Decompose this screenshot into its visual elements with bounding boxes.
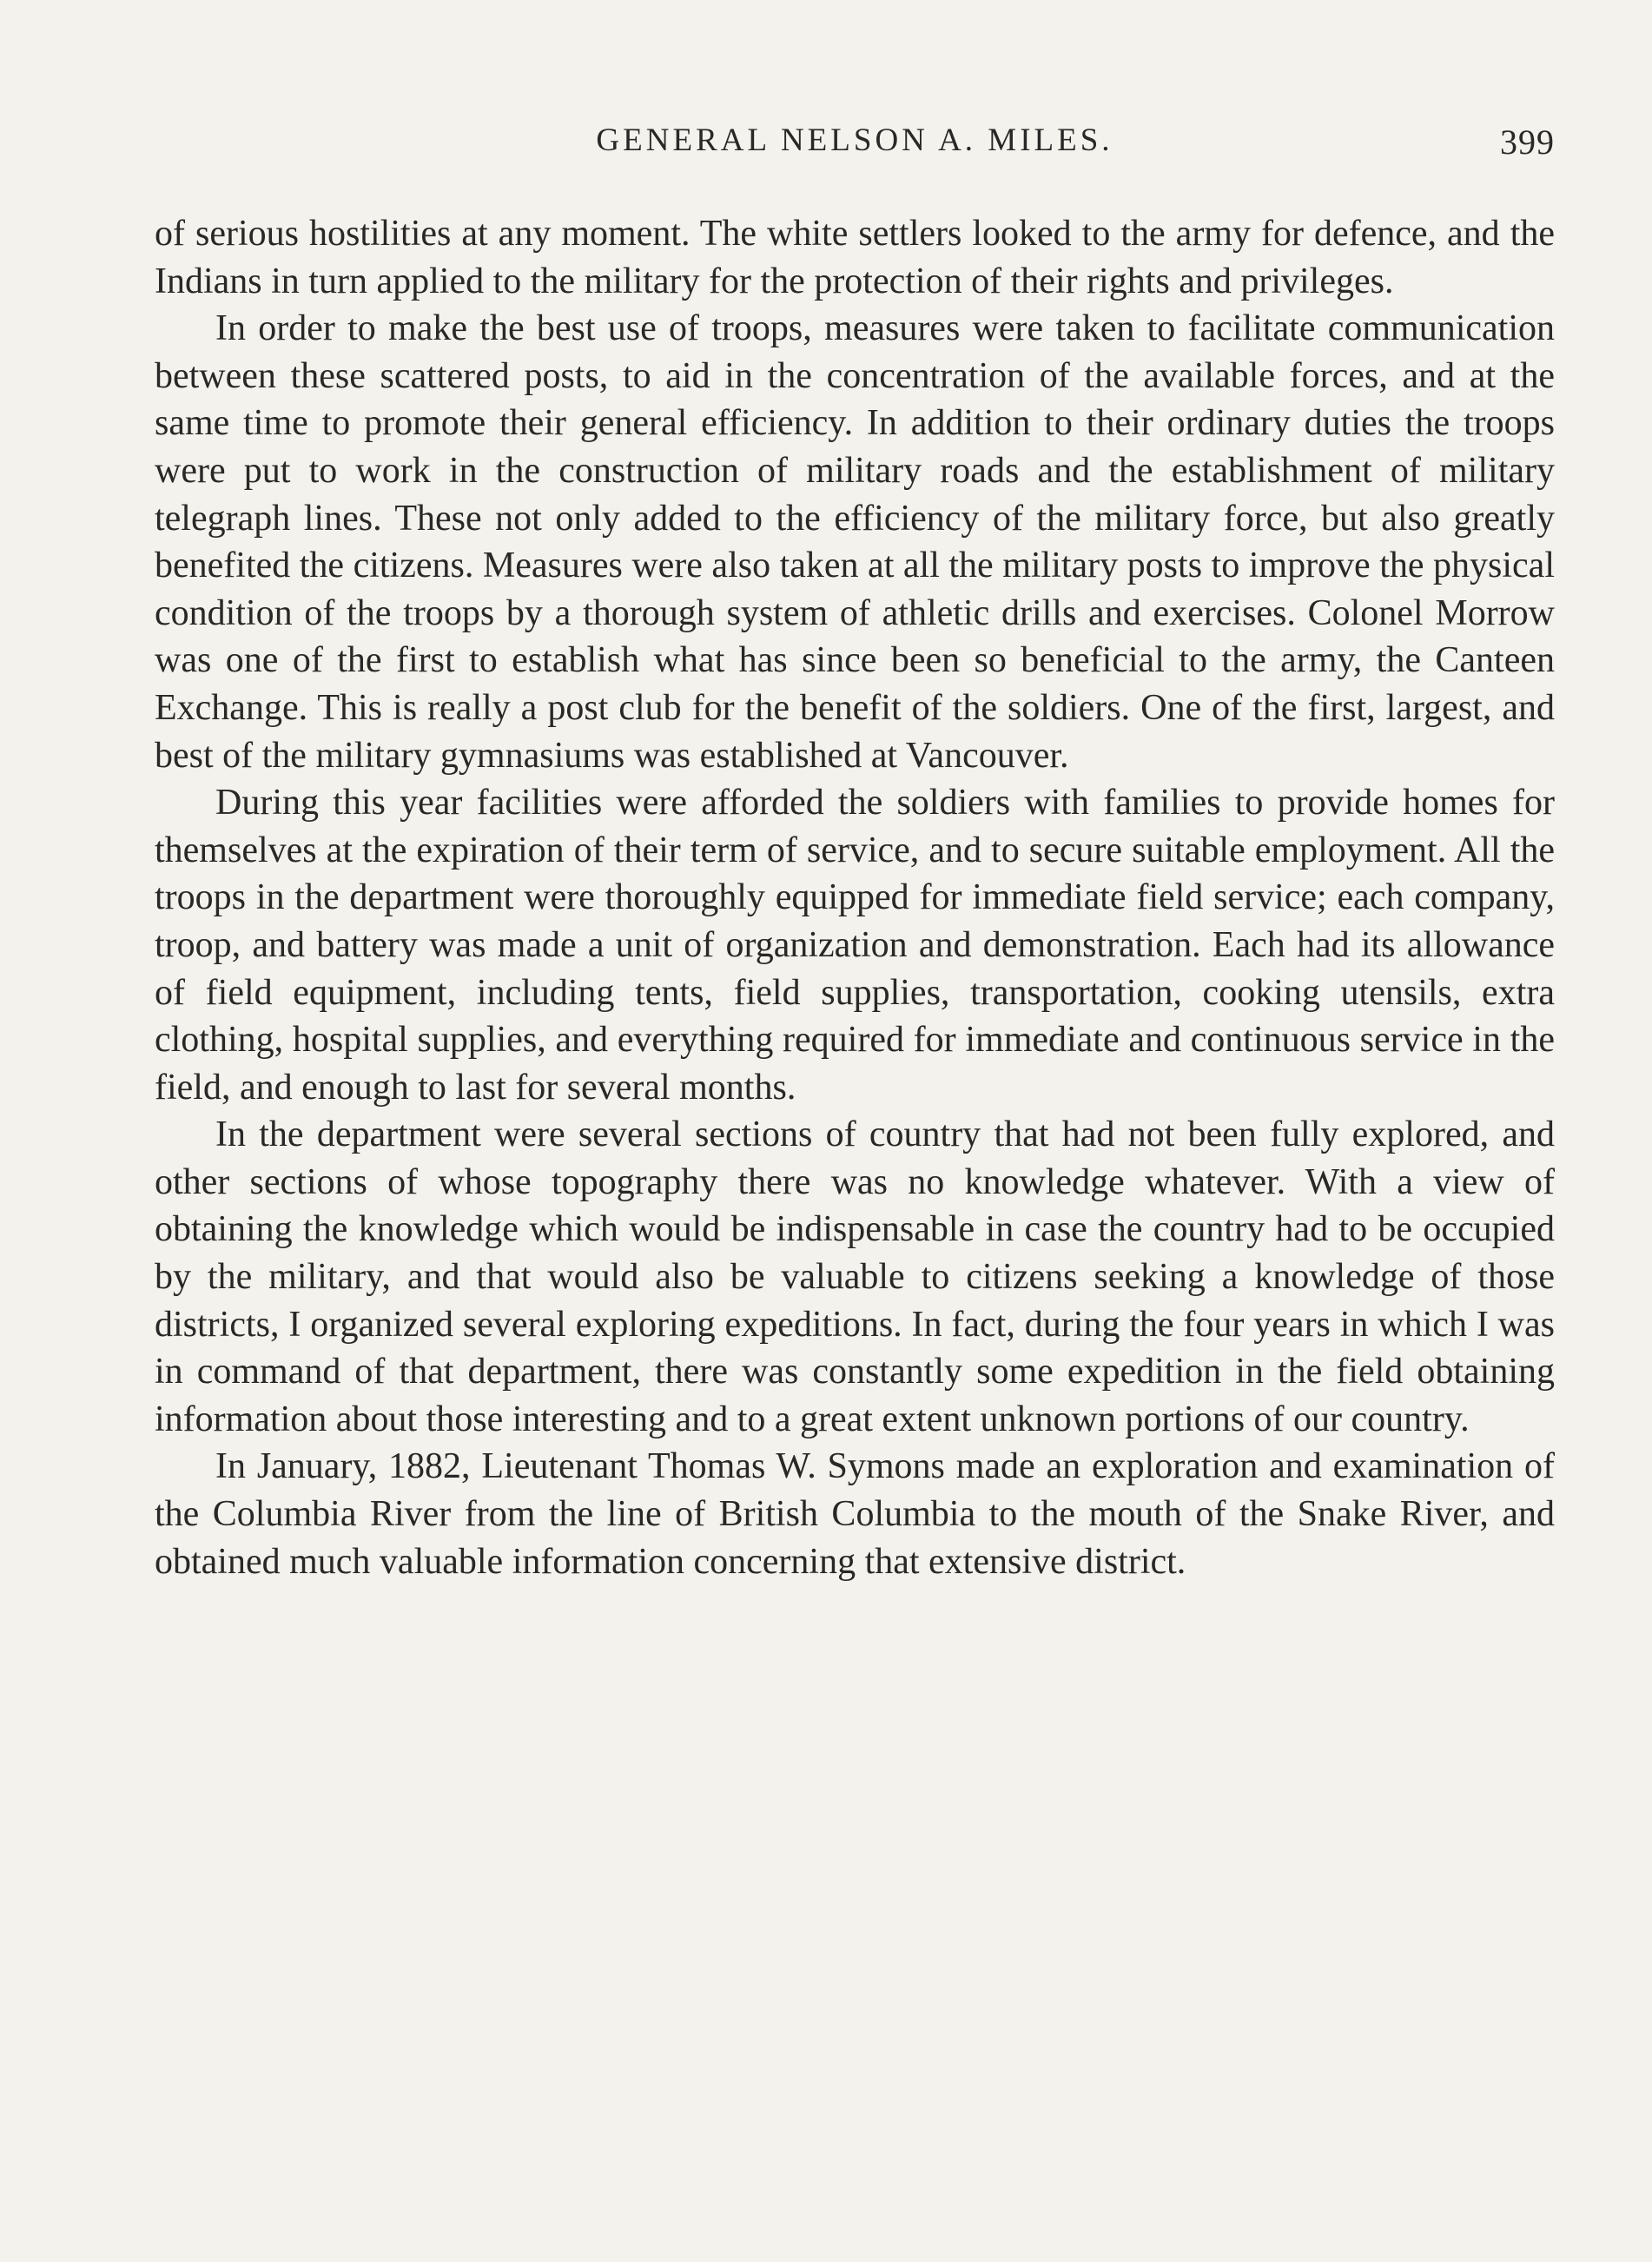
running-title: GENERAL NELSON A. MILES. [596, 122, 1113, 158]
body-text [155, 210, 1555, 1585]
paragraph-continuation: of serious hostilities at any moment. The white settlers looked to the army for defence, and the Indians in turn applied to the military for the protection of their rights and privileges. [155, 214, 1555, 301]
page-number: 399 [1500, 122, 1555, 162]
running-head [155, 122, 1555, 174]
paragraph-soldier-families: During this year facilities were afforded the soldiers with families to provide homes for themselves at the expiration of their term of service, and to secure suitable employment. All the troops in the department were thoroughly equipped for immediate field service; each company, troop, and battery was made a unit of organization and demonstration. Each had its allowance of field equipment, including tents, field supplies, transportation, cooking utensils, extra clothing, hospital supplies, and everything required for immediate and continuous service in the field, and enough to last for several months. [155, 783, 1555, 1108]
paragraph-columbia-river: In January, 1882, Lieutenant Thomas W. Symons made an exploration and examination of the Columbia River from the line of British Columbia to the mouth of the Snake River, and obtained much valuable information concerning that extensive district. [155, 1446, 1555, 1582]
paragraph-exploring-expeditions: In the department were several sections of country that had not been fully explored, and other sections of whose topography there was no knowledge whatever. With a view of obtaining the knowledge which would be indispensable in case the country had to be occupied by the military, and that would also be valuable to citizens seeking a knowledge of those districts, I organized several exploring expeditions. In fact, during the four years in which I was in command of that department, there was constantly some expedition in the field obtaining information about those interesting and to a great extent unknown portions of our country. [155, 1114, 1555, 1439]
paragraph-troops-communication: In order to make the best use of troops, measures were taken to facilitate communication between these scattered posts, to aid in the concentration of the available forces, and at the same time to promote their general efficiency. In addition to their ordinary duties the troops were put to work in the construction of military roads and the establishment of military telegraph lines. These not only added to the efficiency of the military force, but also greatly benefited the citizens. Measures were also taken at all the military posts to improve the physical condition of the troops by a thorough system of athletic drills and exercises. Colonel Morrow was one of the first to establish what has since been so beneficial to the army, the Canteen Exchange. This is really a post club for the benefit of the soldiers. One of the first, largest, and best of the military gymnasiums was established at Vancouver. [155, 308, 1555, 776]
